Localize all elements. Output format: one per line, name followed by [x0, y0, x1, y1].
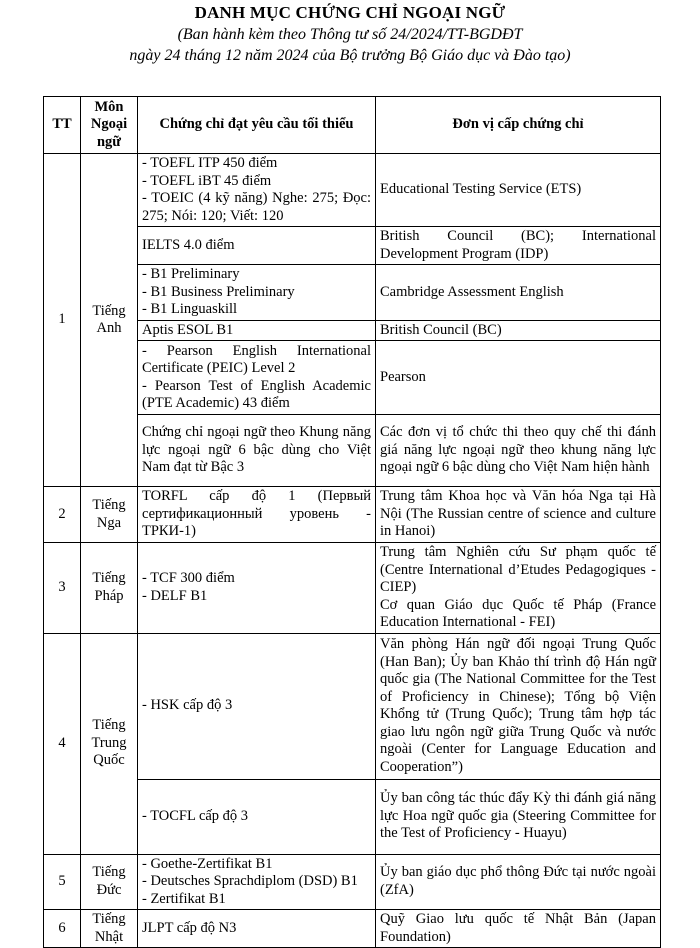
header-mon-ngoai-ngu: [81, 97, 138, 154]
certificate-item: IELTS 4.0 điểm: [142, 236, 235, 253]
certificate-cell: [138, 779, 376, 854]
language-label: Tiếng: [92, 911, 126, 927]
certificate-item: - Pearson Test of English Academic (PTE Academic) 43 điểm: [142, 377, 371, 411]
issuer-cell: British Council (BC); International Development Program (IDP): [376, 227, 661, 265]
table-row: [44, 154, 661, 227]
certificate-cell: [138, 320, 376, 341]
row-number: 6: [44, 910, 81, 948]
header-mon-line: Ngoại: [90, 116, 128, 133]
language-cell: [81, 543, 138, 634]
document-subtitle-line-2: ngày 24 tháng 12 năm 2024 của Bộ trưởng Bộ Giáo dục và Đào tạo): [129, 47, 571, 64]
certificate-item: - DELF B1: [142, 587, 208, 604]
certificate-item: - Deutsches Sprachdiplom (DSD) B1: [142, 873, 358, 889]
certificate-item: JLPT cấp độ N3: [142, 919, 237, 936]
language-label: Nga: [96, 514, 122, 531]
language-label: Đức: [96, 881, 122, 898]
issuer-cell: Pearson: [376, 341, 661, 415]
certificate-item: - B1 Business Preliminary: [142, 283, 295, 300]
language-cell: [81, 487, 138, 543]
certificate-item: - Pearson English International Certificate (PEIC) Level 2: [142, 342, 371, 376]
certificate-item: - Zertifikat B1: [142, 890, 226, 907]
certificate-item: Aptis ESOL B1: [142, 321, 234, 338]
language-label: Quốc: [93, 752, 125, 769]
language-label: Tiếng: [92, 497, 126, 513]
issuer-cell: Trung tâm Khoa học và Văn hóa Nga tại Hà Nội (The Russian centre of science and culture in Hanoi): [376, 487, 661, 543]
certificate-cell: [138, 227, 376, 265]
table-row: [44, 854, 661, 910]
table-row: [44, 487, 661, 543]
issuer-cell: Ủy ban công tác thúc đẩy Kỳ thi đánh giá năng lực Hoa ngữ quốc gia (Steering Committee for the Test of Proficiency - Huayu): [376, 779, 661, 854]
certificate-cell: [138, 265, 376, 321]
language-cell: [81, 910, 138, 948]
issuer-cell: [376, 543, 661, 634]
header-mon-line: ngữ: [96, 133, 121, 150]
certificate-table: [43, 96, 661, 948]
issuer-cell: Ủy ban giáo dục phổ thông Đức tại nước ngoài (ZfA): [376, 854, 661, 910]
language-label: Tiếng: [92, 570, 126, 587]
certificate-item: - Goethe-Zertifikat B1: [142, 855, 273, 872]
language-cell: [81, 633, 138, 854]
certificate-cell: [138, 633, 376, 779]
language-label: Pháp: [94, 587, 124, 604]
issuer-cell: British Council (BC): [376, 320, 661, 341]
issuer-cell: Educational Testing Service (ETS): [376, 154, 661, 227]
language-label: Trung: [91, 734, 127, 751]
language-cell: [81, 154, 138, 487]
table-row: [44, 633, 661, 779]
certificate-cell: [138, 415, 376, 487]
header-chung-chi: Chứng chỉ đạt yêu cầu tối thiểu: [138, 97, 376, 154]
issuer-cell: Văn phòng Hán ngữ đối ngoại Trung Quốc (Han Ban); Ủy ban Khảo thí trình độ Hán ngữ quốc gia (The National Committee for the Test of Proficiency in Chinese); Tổng bộ Viện Khổng tử (Trung Quốc); Trung tâm hợp tác giao lưu ngôn ngữ giữa Trung Quốc và nước ngoài (Center for Language Education and Cooperation”): [376, 633, 661, 779]
document-subtitle-line-1: (Ban hành kèm theo Thông tư số 24/2024/TT-BGDĐT: [177, 26, 523, 43]
certificate-item: - TCF 300 điểm: [142, 570, 235, 587]
language-label: Tiếng: [92, 864, 126, 881]
language-cell: [81, 854, 138, 910]
row-number: 4: [44, 633, 81, 854]
certificate-item: - TOCFL cấp độ 3: [142, 807, 249, 824]
issuer-cell: Cambridge Assessment English: [376, 265, 661, 321]
certificate-item: - TOEFL ITP 450 điểm: [142, 155, 278, 171]
issuer-cell: Quỹ Giao lưu quốc tế Nhật Bản (Japan Foundation): [376, 910, 661, 948]
row-number: 5: [44, 854, 81, 910]
certificate-item: - HSK cấp độ 3: [142, 697, 233, 714]
certificate-cell: [138, 154, 376, 227]
row-number: 1: [44, 154, 81, 487]
document-header: [0, 0, 700, 66]
table-row: [44, 543, 661, 634]
header-mon-line: Môn: [94, 98, 124, 115]
language-label: Tiếng: [92, 717, 126, 734]
language-label: Tiếng: [92, 302, 126, 319]
table-header-row: [44, 97, 661, 154]
certificate-cell: [138, 854, 376, 910]
document-title: DANH MỤC CHỨNG CHỈ NGOẠI NGỮ: [194, 3, 506, 22]
certificate-item: TORFL cấp độ 1 (Первый сертификационный уровень - ТРКИ-1): [142, 488, 371, 540]
certificate-item: - TOEFL iBT 45 điểm: [142, 172, 272, 189]
issuer-cell: Các đơn vị tổ chức thi theo quy chế thi đánh giá năng lực ngoại ngữ theo khung năng lực ngoại ngữ 6 bậc dùng cho Việt Nam hiện hành: [376, 415, 661, 487]
issuer-item: Trung tâm Nghiên cứu Sư phạm quốc tế (Centre International d’Etudes Pedagogiques - CIEP): [380, 544, 656, 595]
table-row: [44, 910, 661, 948]
row-number: 2: [44, 487, 81, 543]
certificate-item: - TOEIC (4 kỹ năng) Nghe: 275; Đọc: 275; Nói: 120; Viết: 120: [142, 190, 371, 224]
certificate-item: - B1 Linguaskill: [142, 301, 238, 317]
issuer-item: Cơ quan Giáo dục Quốc tế Pháp (France Education International - FEI): [380, 596, 656, 630]
certificate-cell: [138, 341, 376, 415]
language-label: Nhật: [94, 928, 124, 945]
certificate-item: Chứng chỉ ngoại ngữ theo Khung năng lực ngoại ngữ 6 bậc dùng cho Việt Nam đạt từ Bậc 3: [142, 424, 371, 476]
certificate-item: - B1 Preliminary: [142, 266, 240, 282]
row-number: 3: [44, 543, 81, 634]
header-don-vi: Đơn vị cấp chứng chỉ: [376, 97, 661, 154]
header-tt: TT: [44, 97, 81, 154]
language-label: Anh: [96, 320, 122, 336]
certificate-cell: [138, 910, 376, 948]
certificate-cell: [138, 487, 376, 543]
certificate-cell: [138, 543, 376, 634]
